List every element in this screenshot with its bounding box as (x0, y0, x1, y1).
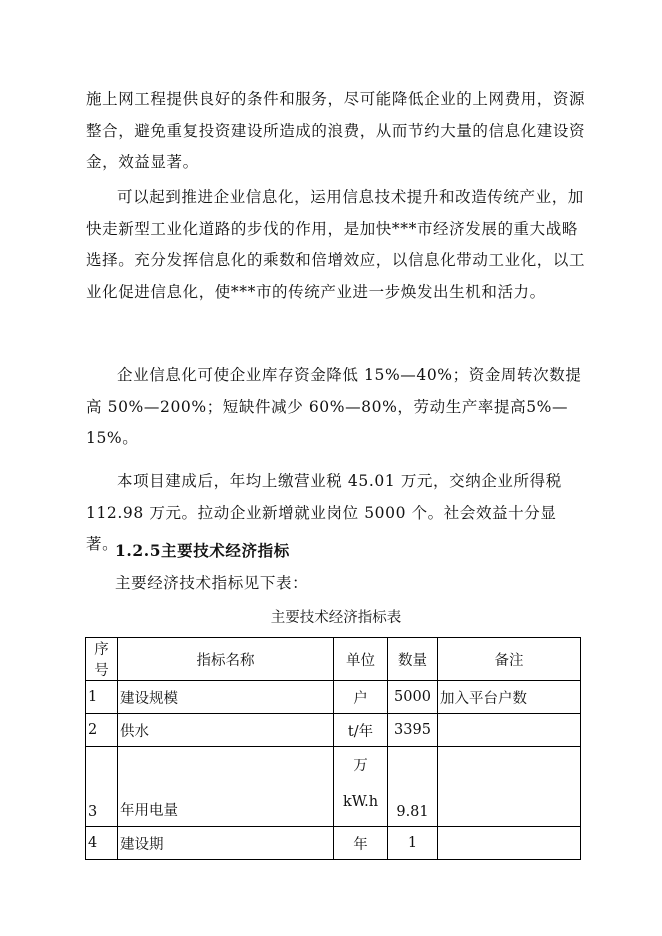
cell-qty: 3395 (388, 714, 438, 747)
section-heading (115, 535, 290, 566)
paragraph-1: 施上网工程提供良好的条件和服务，尽可能降低企业的上网费用，资源整合，避免重复投资建设所造成的浪费，从而节约大量的信息化建设资金，效益显著。 (86, 90, 586, 171)
table-caption: 主要技术经济指标表 (270, 610, 402, 626)
cell-name: 供水 (118, 714, 334, 747)
table-row (86, 827, 581, 860)
paragraph-3: 企业信息化可使企业库存资金降低 15%—40%；资金周转次数提高 50%—200%；短缺件减少 60%—80%，劳动生产率提高5%—15%。 (86, 366, 582, 447)
cell-name: 建设规模 (118, 681, 334, 714)
cell-qty: 5000 (388, 681, 438, 714)
table-row (86, 714, 581, 747)
cell-unit: 年 (334, 827, 388, 860)
section-number: 1.2.5 (115, 541, 162, 560)
header-note: 备注 (438, 638, 581, 681)
cell-unit (334, 747, 388, 827)
cell-qty: 9.81 (388, 747, 438, 827)
header-unit: 单位 (334, 638, 388, 681)
header-qty: 数量 (388, 638, 438, 681)
cell-qty: 1 (388, 827, 438, 860)
table-intro: 主要经济技术指标见下表： (115, 574, 309, 592)
cell-no: 4 (86, 827, 118, 860)
unit-line-1: 万 (353, 758, 368, 774)
section-title: 主要技术经济指标 (161, 541, 290, 560)
cell-note (438, 714, 581, 747)
paragraph-4: 本项目建成后，年均上缴营业税 45.01 万元，交纳企业所得税112.98 万元。拉动企业新增就业岗位 5000 个。社会效益十分显著。 (86, 472, 562, 553)
cell-name: 建设期 (118, 827, 334, 860)
cell-note: 加入平台户数 (438, 681, 581, 714)
cell-no: 2 (86, 714, 118, 747)
cell-unit: 户 (334, 681, 388, 714)
cell-no: 3 (86, 747, 118, 827)
cell-name: 年用电量 (118, 747, 334, 827)
table-row (86, 747, 581, 827)
table-row (86, 681, 581, 714)
cell-note (438, 827, 581, 860)
header-name: 指标名称 (118, 638, 334, 681)
cell-no: 1 (86, 681, 118, 714)
unit-line-2: kW.h (342, 794, 379, 810)
paragraph-2: 可以起到推进企业信息化，运用信息技术提升和改造传统产业，加快走新型工业化道路的步伐的作用，是加快***市经济发展的重大战略选择。充分发挥信息化的乘数和倍增效应，以信息化带动工业化，以工业化促进信息化，使***市的传统产业进一步焕发出生机和活力。 (86, 188, 586, 301)
header-no: 序号 (86, 638, 118, 681)
table-header-row (86, 638, 581, 681)
cell-note (438, 747, 581, 827)
cell-unit: t/年 (334, 714, 388, 747)
indicators-table (85, 637, 581, 860)
